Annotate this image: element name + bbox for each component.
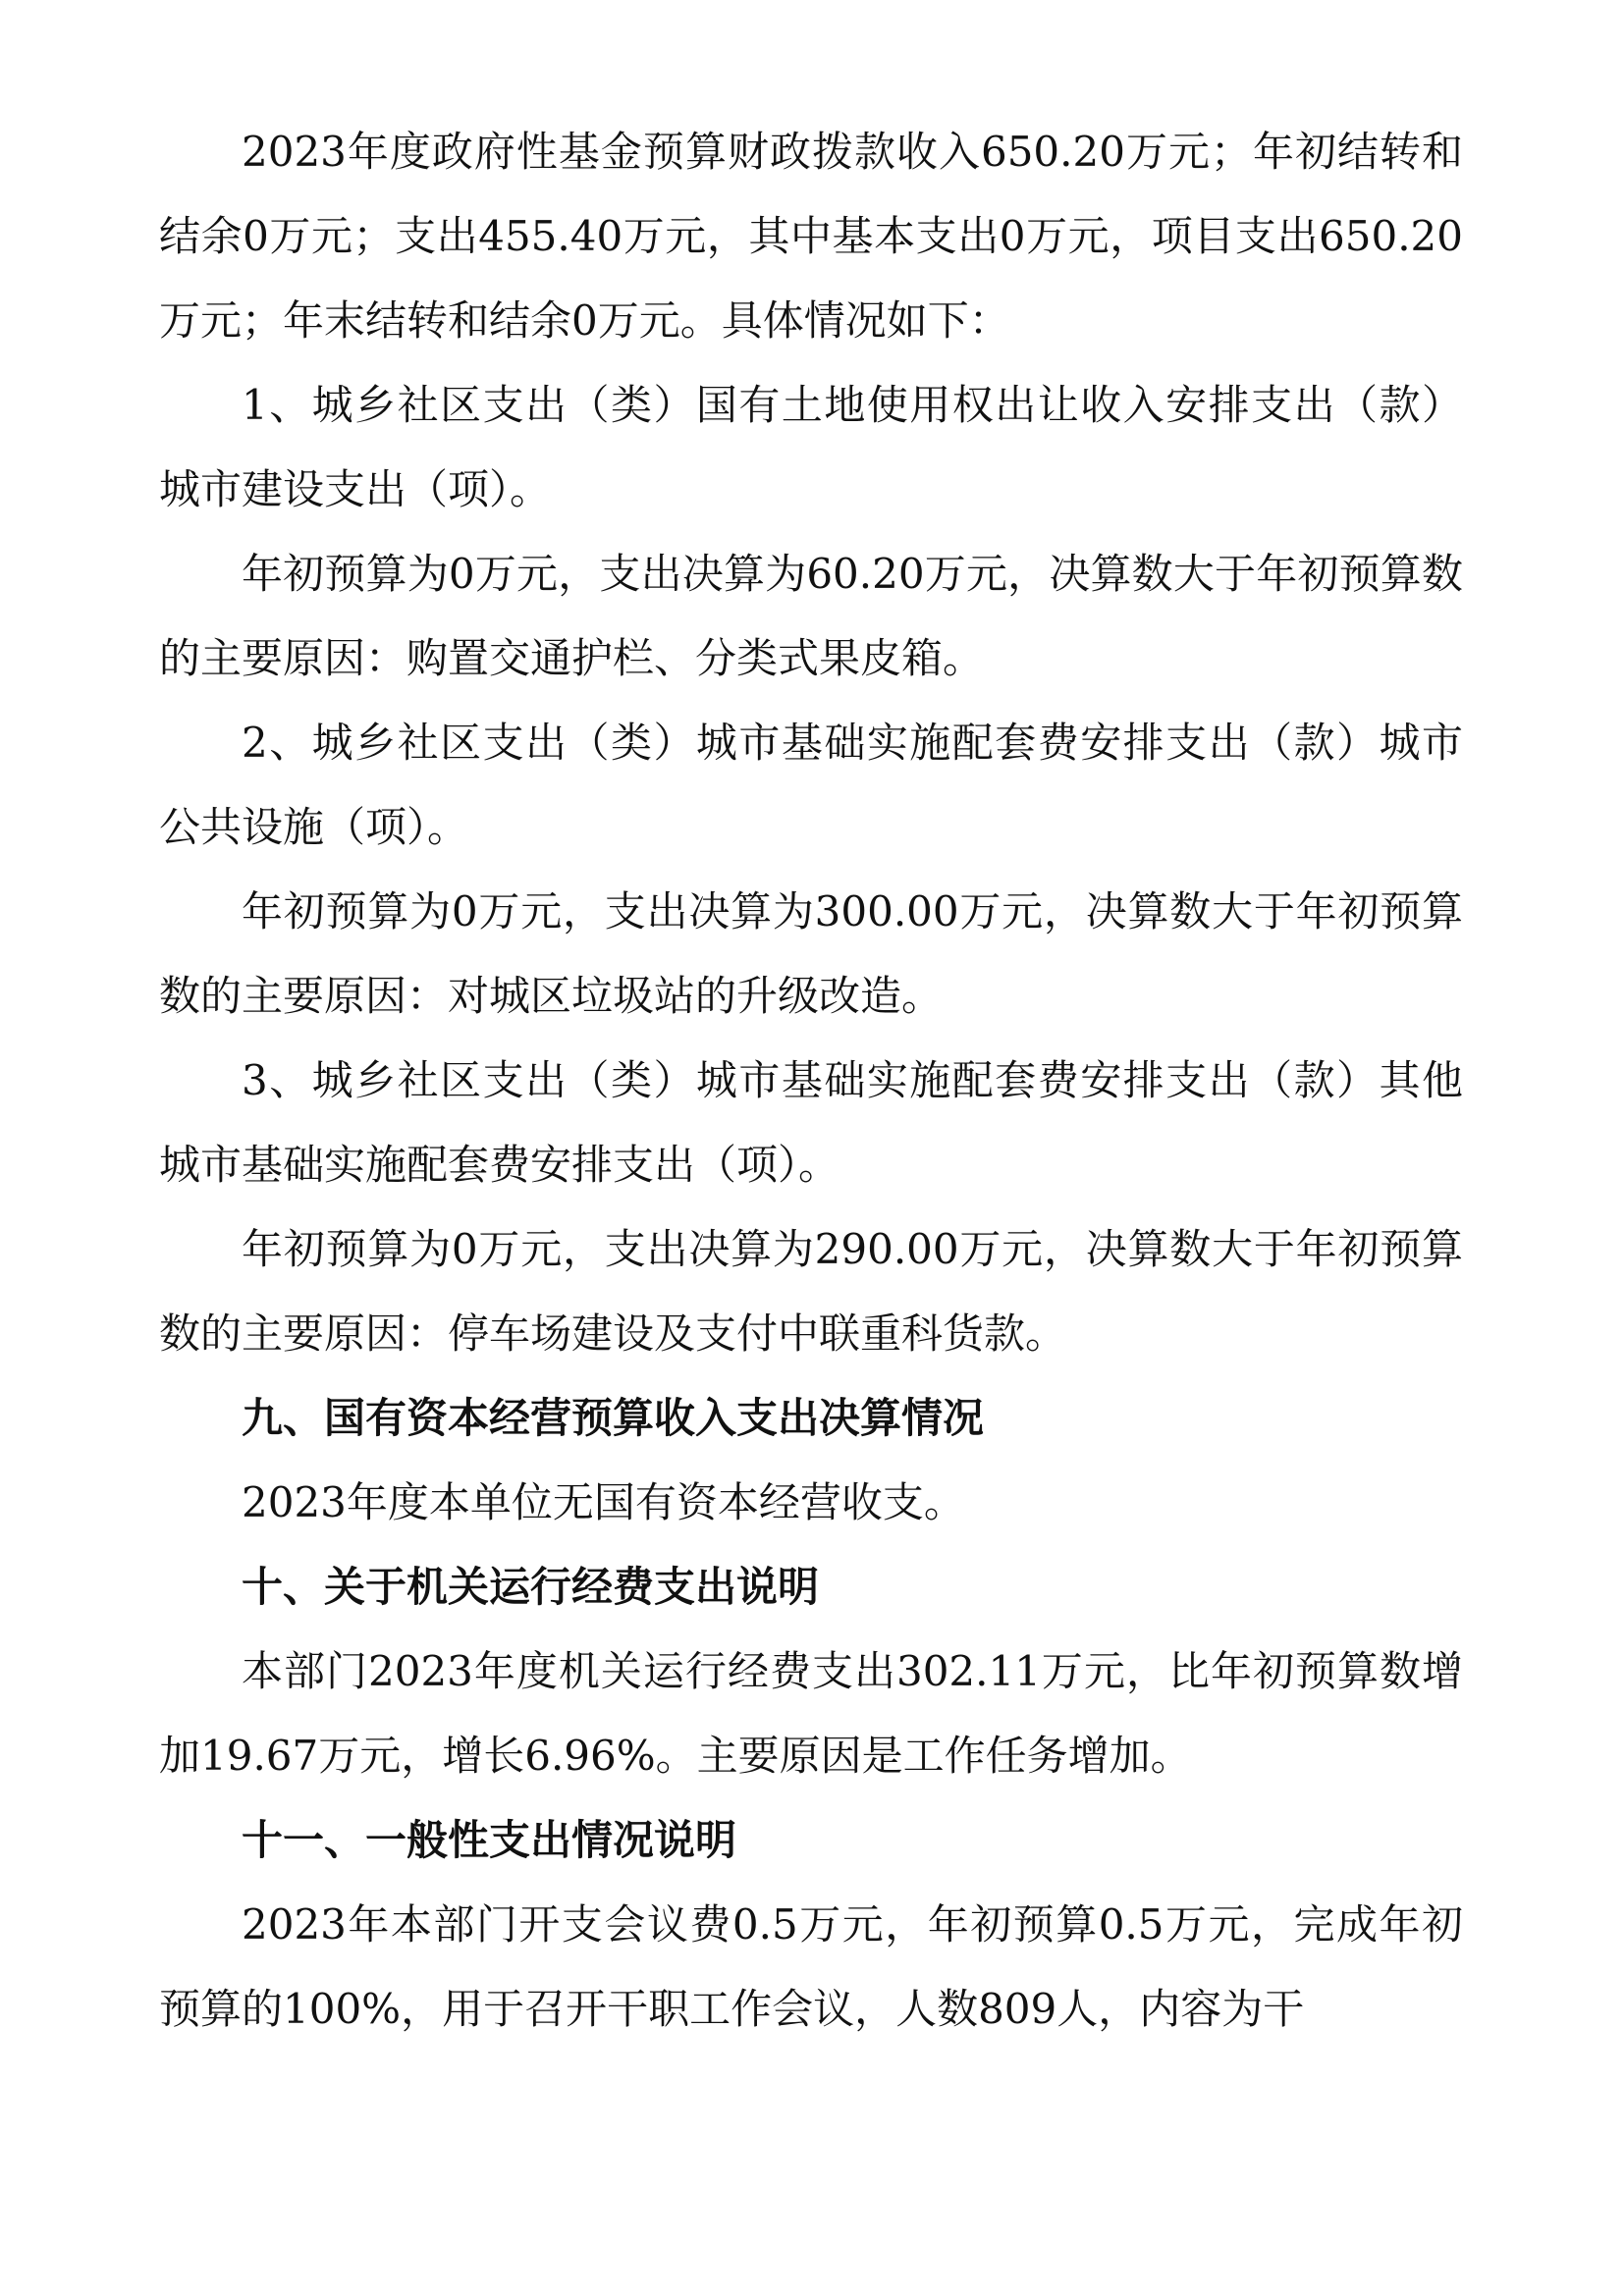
paragraph-item-3-detail: 年初预算为0万元，支出决算为290.00万元，决算数大于年初预算数的主要原因：停车场建设及支付中联重科货款。 [159,1225,1463,1358]
paragraph-item-1-title: 1、城乡社区支出（类）国有土地使用权出让收入安排支出（款）城市建设支出（项）。 [159,381,1463,513]
paragraph-fund-budget-summary: 2023年度政府性基金预算财政拨款收入650.20万元；年初结转和结余0万元；支出455.40万元，其中基本支出0万元，项目支出650.20万元；年末结转和结余0万元。具体情况如下： [159,128,1463,345]
section-10-heading: 十、关于机关运行经费支出说明 [242,1563,820,1611]
section-11-heading: 十一、一般性支出情况说明 [242,1816,737,1864]
paragraph-item-1-detail: 年初预算为0万元，支出决算为60.20万元，决算数大于年初预算数的主要原因：购置交通护栏、分类式果皮箱。 [159,550,1463,682]
paragraph-item-3-title: 3、城乡社区支出（类）城市基础实施配套费安排支出（款）其他城市基础实施配套费安排支出（项）。 [159,1056,1463,1189]
section-9-heading: 九、国有资本经营预算收入支出决算情况 [242,1394,985,1442]
paragraph-item-2-detail: 年初预算为0万元，支出决算为300.00万元，决算数大于年初预算数的主要原因：对城区垃圾站的升级改造。 [159,887,1463,1020]
section-9-text: 2023年度本单位无国有资本经营收支。 [242,1478,965,1526]
section-10-text: 本部门2023年度机关运行经费支出302.11万元，比年初预算数增加19.67万元，增长6.96%。主要原因是工作任务增加。 [159,1647,1463,1780]
section-11-text: 2023年本部门开支会议费0.5万元，年初预算0.5万元，完成年初预算的100%，用于召开干职工作会议，人数809人，内容为干 [159,1900,1463,2033]
document-body [159,110,1463,2052]
paragraph-item-2-title: 2、城乡社区支出（类）城市基础实施配套费安排支出（款）城市公共设施（项）。 [159,719,1463,851]
